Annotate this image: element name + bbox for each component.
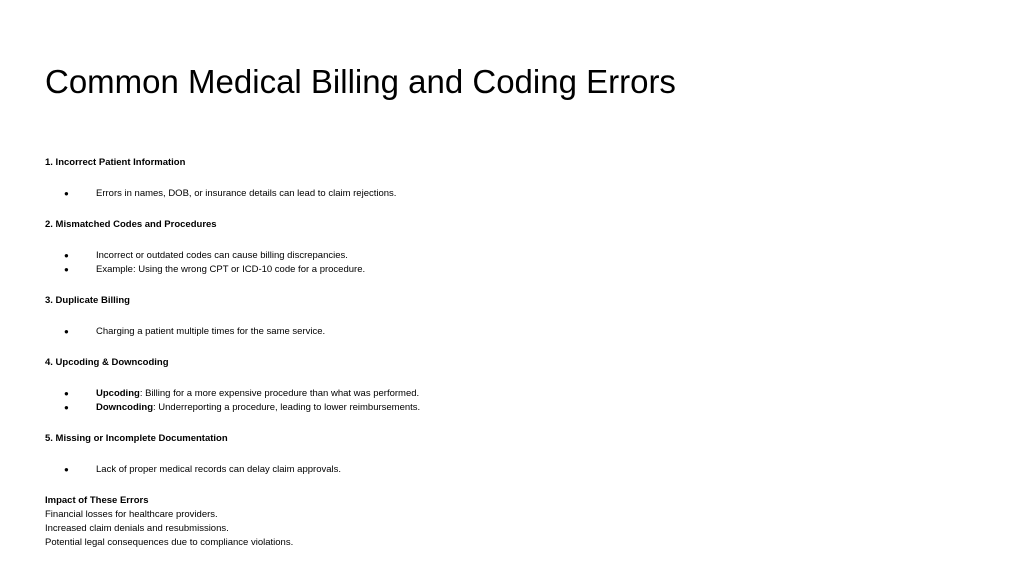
bullet-dot-icon: ● bbox=[64, 265, 69, 274]
bullet-text: Example: Using the wrong CPT or ICD-10 code for a procedure. bbox=[96, 264, 366, 275]
impact-line: Potential legal consequences due to compliance violations. bbox=[45, 537, 294, 548]
bullet-dot-icon: ● bbox=[64, 189, 69, 198]
section-heading: 4. Upcoding & Downcoding bbox=[45, 357, 169, 368]
bullet-text: : Billing for a more expensive procedure than what was performed. bbox=[139, 388, 420, 399]
section-mismatched-codes bbox=[45, 218, 985, 277]
bullet-list bbox=[45, 387, 985, 415]
bullet-dot-icon: ● bbox=[64, 389, 69, 398]
section-upcoding-downcoding bbox=[45, 356, 985, 415]
impact-heading: Impact of These Errors bbox=[45, 495, 149, 506]
impact-section bbox=[45, 494, 985, 550]
bullet-list bbox=[45, 249, 985, 277]
bullet-text: Errors in names, DOB, or insurance details can lead to claim rejections. bbox=[96, 188, 397, 199]
section-duplicate-billing bbox=[45, 294, 985, 339]
bullet-text: Charging a patient multiple times for the same service. bbox=[96, 326, 326, 337]
bullet-item bbox=[45, 401, 985, 415]
bullet-item bbox=[45, 463, 985, 477]
impact-line: Financial losses for healthcare providers. bbox=[45, 509, 218, 520]
section-heading: 5. Missing or Incomplete Documentation bbox=[45, 433, 228, 444]
bullet-item bbox=[45, 263, 985, 277]
impact-line: Increased claim denials and resubmissions. bbox=[45, 523, 229, 534]
slide-content bbox=[45, 156, 985, 550]
bullet-list bbox=[45, 325, 985, 339]
section-missing-documentation bbox=[45, 432, 985, 477]
bullet-dot-icon: ● bbox=[64, 251, 69, 260]
bullet-list bbox=[45, 463, 985, 477]
bullet-dot-icon: ● bbox=[64, 327, 69, 336]
bullet-list bbox=[45, 187, 985, 201]
bullet-item bbox=[45, 187, 985, 201]
slide-title: Common Medical Billing and Coding Errors bbox=[45, 63, 676, 100]
section-incorrect-patient-information bbox=[45, 156, 985, 201]
bullet-dot-icon: ● bbox=[64, 465, 69, 474]
bullet-term: Downcoding bbox=[96, 402, 153, 413]
bullet-item bbox=[45, 249, 985, 263]
section-heading: 1. Incorrect Patient Information bbox=[45, 157, 186, 168]
section-heading: 2. Mismatched Codes and Procedures bbox=[45, 219, 217, 230]
bullet-term: Upcoding bbox=[96, 388, 140, 399]
bullet-dot-icon: ● bbox=[64, 403, 69, 412]
section-heading: 3. Duplicate Billing bbox=[45, 295, 130, 306]
bullet-text: : Underreporting a procedure, leading to lower reimbursements. bbox=[153, 402, 421, 413]
bullet-text: Lack of proper medical records can delay claim approvals. bbox=[96, 464, 342, 475]
bullet-item bbox=[45, 325, 985, 339]
bullet-item bbox=[45, 387, 985, 401]
bullet-text: Incorrect or outdated codes can cause billing discrepancies. bbox=[96, 250, 348, 261]
